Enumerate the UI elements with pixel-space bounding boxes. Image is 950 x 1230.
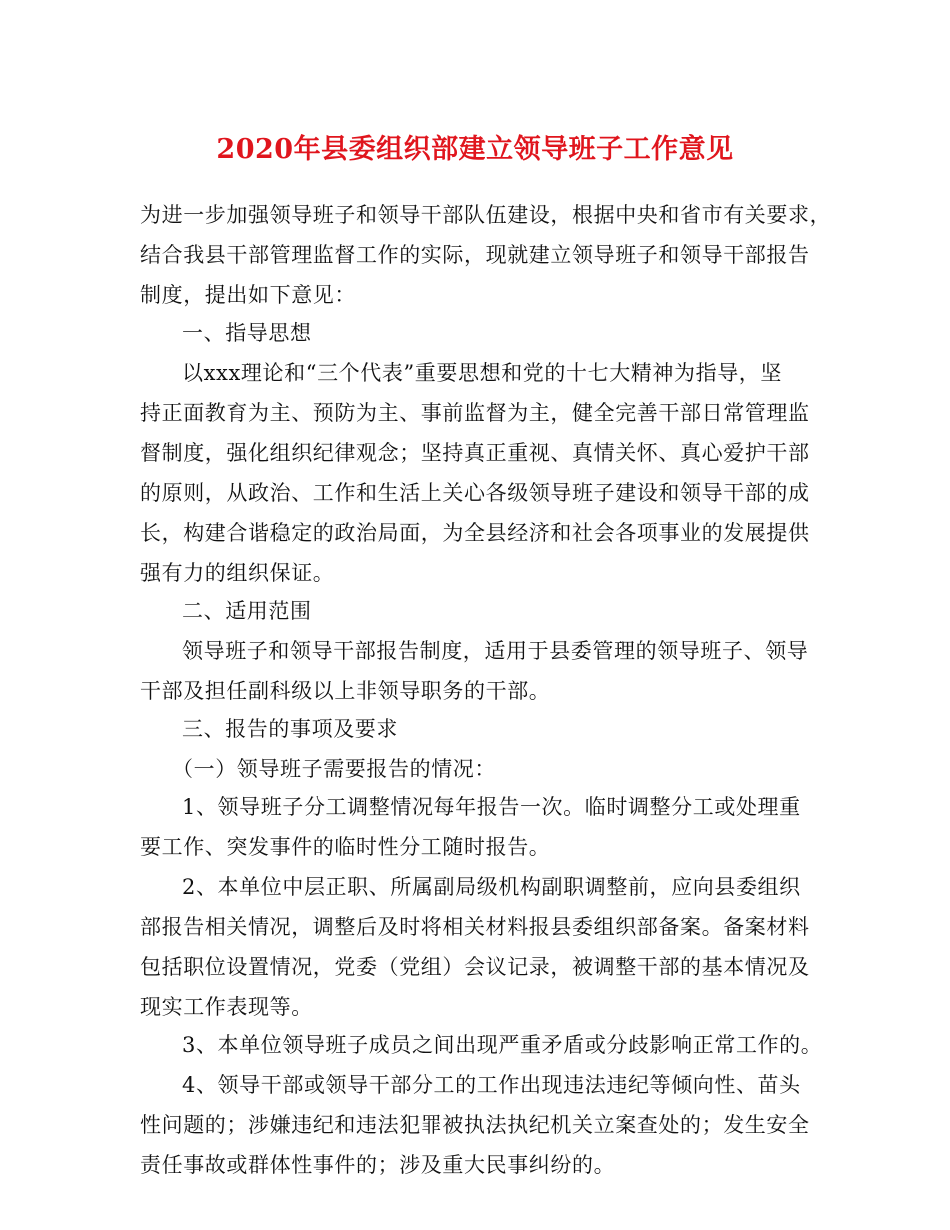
body-line: 的原则，从政治、工作和生活上关心各级领导班子建设和领导干部的成: [140, 481, 810, 505]
body-line: 以xxx理论和“三个代表”重要思想和党的十七大精神为指导，坚: [182, 361, 782, 385]
section-heading: 三、报告的事项及要求: [182, 717, 398, 741]
section-heading: 一、指导思想: [182, 321, 312, 345]
document-title: 2020年县委组织部建立领导班子工作意见: [216, 134, 734, 165]
body-line: 性问题的；涉嫌违纪和违法犯罪被执法执纪机关立案查处的；发生安全: [140, 1113, 810, 1137]
body-line: 3、本单位领导班子成员之间出现严重矛盾或分歧影响正常工作的。: [182, 1033, 823, 1057]
body-line: 长，构建合谐稳定的政治局面，为全县经济和社会各项事业的发展提供: [140, 521, 810, 545]
body-line: 1、领导班子分工调整情况每年报告一次。临时调整分工或处理重: [182, 795, 801, 819]
body-line: 强有力的组织保证。: [140, 561, 335, 585]
subsection-heading: （一）领导班子需要报告的情况：: [172, 757, 496, 781]
body-line: 部报告相关情况，调整后及时将相关材料报县委组织部备案。备案材料: [140, 915, 810, 939]
body-line: 2、本单位中层正职、所属副局级机构副职调整前，应向县委组织: [182, 875, 801, 899]
body-line: 责任事故或群体性事件的；涉及重大民事纠纷的。: [140, 1153, 616, 1177]
body-line: 督制度，强化组织纪律观念；坚持真正重视、真情关怀、真心爱护干部: [140, 441, 810, 465]
body-line: 干部及担任副科级以上非领导职务的干部。: [140, 679, 551, 703]
body-line: 包括职位设置情况，党委（党组）会议记录，被调整干部的基本情况及: [140, 955, 810, 979]
body-line: 结合我县干部管理监督工作的实际，现就建立领导班子和领导干部报告: [140, 243, 810, 267]
body-line: 现实工作表现等。: [140, 995, 313, 1019]
body-line: 领导班子和领导干部报告制度，适用于县委管理的领导班子、领导: [182, 639, 809, 663]
body-line: 4、领导干部或领导干部分工的工作出现违法违纪等倾向性、苗头: [182, 1073, 801, 1097]
body-line: 为进一步加强领导班子和领导干部队伍建设，根据中央和省市有关要求，: [140, 203, 832, 227]
section-heading: 二、适用范围: [182, 599, 312, 623]
body-line: 要工作、突发事件的临时性分工随时报告。: [140, 835, 551, 859]
body-line: 持正面教育为主、预防为主、事前监督为主，健全完善干部日常管理监: [140, 401, 810, 425]
body-line: 制度，提出如下意见：: [140, 283, 356, 307]
